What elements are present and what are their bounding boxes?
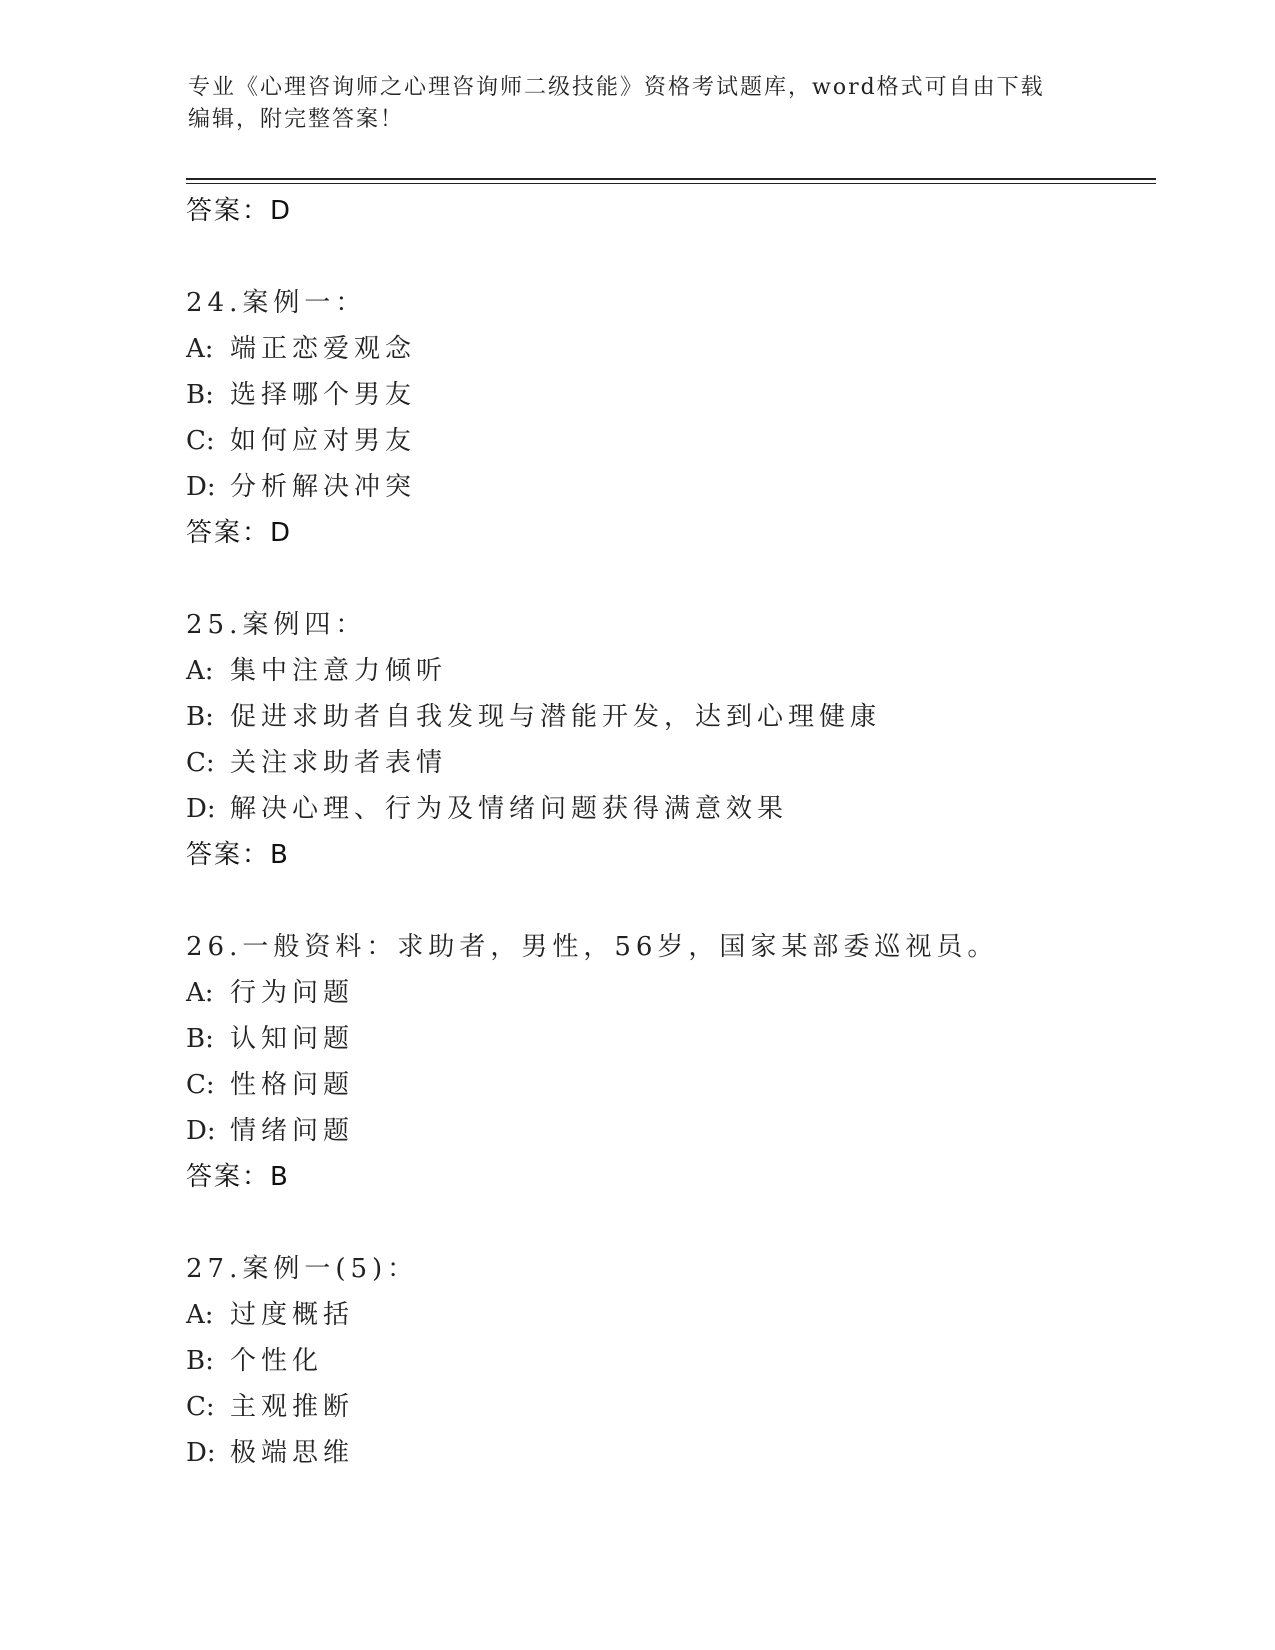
option-letter: D: — [186, 1116, 216, 1146]
header-line-1: 专业《心理咨询师之心理咨询师二级技能》资格考试题库，word格式可自由下载 — [188, 75, 1045, 100]
question-26 — [186, 924, 1146, 1200]
option-text: 如何应对男友 — [230, 426, 417, 456]
option-text: 过度概括 — [230, 1300, 355, 1330]
option-text: 个性化 — [230, 1346, 324, 1376]
spacer — [186, 556, 1146, 602]
answer-line: 答案：D — [186, 518, 293, 548]
option-b — [186, 1016, 1146, 1062]
option-letter: A: — [186, 656, 214, 686]
option-text: 促进求助者自我发现与潜能开发，达到心理健康 — [230, 702, 882, 732]
header-rule-thin — [186, 183, 1156, 184]
option-letter: A: — [186, 978, 214, 1008]
question-24 — [186, 280, 1146, 556]
question-title: 24.案例一： — [186, 288, 367, 318]
option-text: 情绪问题 — [230, 1116, 355, 1146]
question-27 — [186, 1246, 1146, 1476]
question-title: 25.案例四： — [186, 610, 367, 640]
option-letter: B: — [186, 1024, 214, 1054]
option-text: 主观推断 — [230, 1392, 355, 1422]
option-c — [186, 418, 1146, 464]
option-b — [186, 694, 1146, 740]
question-25 — [186, 602, 1146, 878]
option-letter: D: — [186, 794, 216, 824]
answer-line: 答案：B — [186, 840, 290, 870]
header-line-2: 编辑，附完整答案！ — [188, 107, 405, 132]
question-title: 26.一般资料：求助者，男性，56岁，国家某部委巡视员。 — [186, 932, 999, 962]
question-title: 27.案例一(5)： — [186, 1254, 419, 1284]
option-letter: A: — [186, 1300, 214, 1330]
option-letter: C: — [186, 1392, 215, 1422]
option-letter: A: — [186, 334, 214, 364]
spacer — [186, 234, 1146, 280]
option-a — [186, 326, 1146, 372]
option-text: 认知问题 — [230, 1024, 355, 1054]
option-d — [186, 1108, 1146, 1154]
option-text: 端正恋爱观念 — [230, 334, 417, 364]
option-c — [186, 740, 1146, 786]
option-a — [186, 648, 1146, 694]
option-d — [186, 464, 1146, 510]
option-text: 性格问题 — [230, 1070, 355, 1100]
option-b — [186, 1338, 1146, 1384]
answer-line: 答案：B — [186, 1162, 290, 1192]
option-d — [186, 1430, 1146, 1476]
option-letter: C: — [186, 1070, 215, 1100]
option-c — [186, 1384, 1146, 1430]
option-letter: B: — [186, 702, 214, 732]
option-text: 解决心理、行为及情绪问题获得满意效果 — [230, 794, 789, 824]
answer-line: 答案：D — [186, 196, 293, 226]
option-letter: C: — [186, 748, 215, 778]
option-a — [186, 970, 1146, 1016]
option-text: 关注求助者表情 — [230, 748, 448, 778]
option-a — [186, 1292, 1146, 1338]
option-text: 行为问题 — [230, 978, 355, 1008]
option-text: 集中注意力倾听 — [230, 656, 448, 686]
question-list — [186, 188, 1146, 1476]
option-letter: D: — [186, 472, 216, 502]
spacer — [186, 878, 1146, 924]
document-header — [188, 72, 1068, 136]
option-letter: C: — [186, 426, 215, 456]
option-letter: B: — [186, 380, 214, 410]
option-text: 选择哪个男友 — [230, 380, 417, 410]
option-c — [186, 1062, 1146, 1108]
spacer — [186, 1200, 1146, 1246]
header-rule-thick — [186, 178, 1156, 180]
option-letter: B: — [186, 1346, 214, 1376]
option-letter: D: — [186, 1438, 216, 1468]
option-text: 分析解决冲突 — [230, 472, 417, 502]
option-text: 极端思维 — [230, 1438, 355, 1468]
option-d — [186, 786, 1146, 832]
option-b — [186, 372, 1146, 418]
